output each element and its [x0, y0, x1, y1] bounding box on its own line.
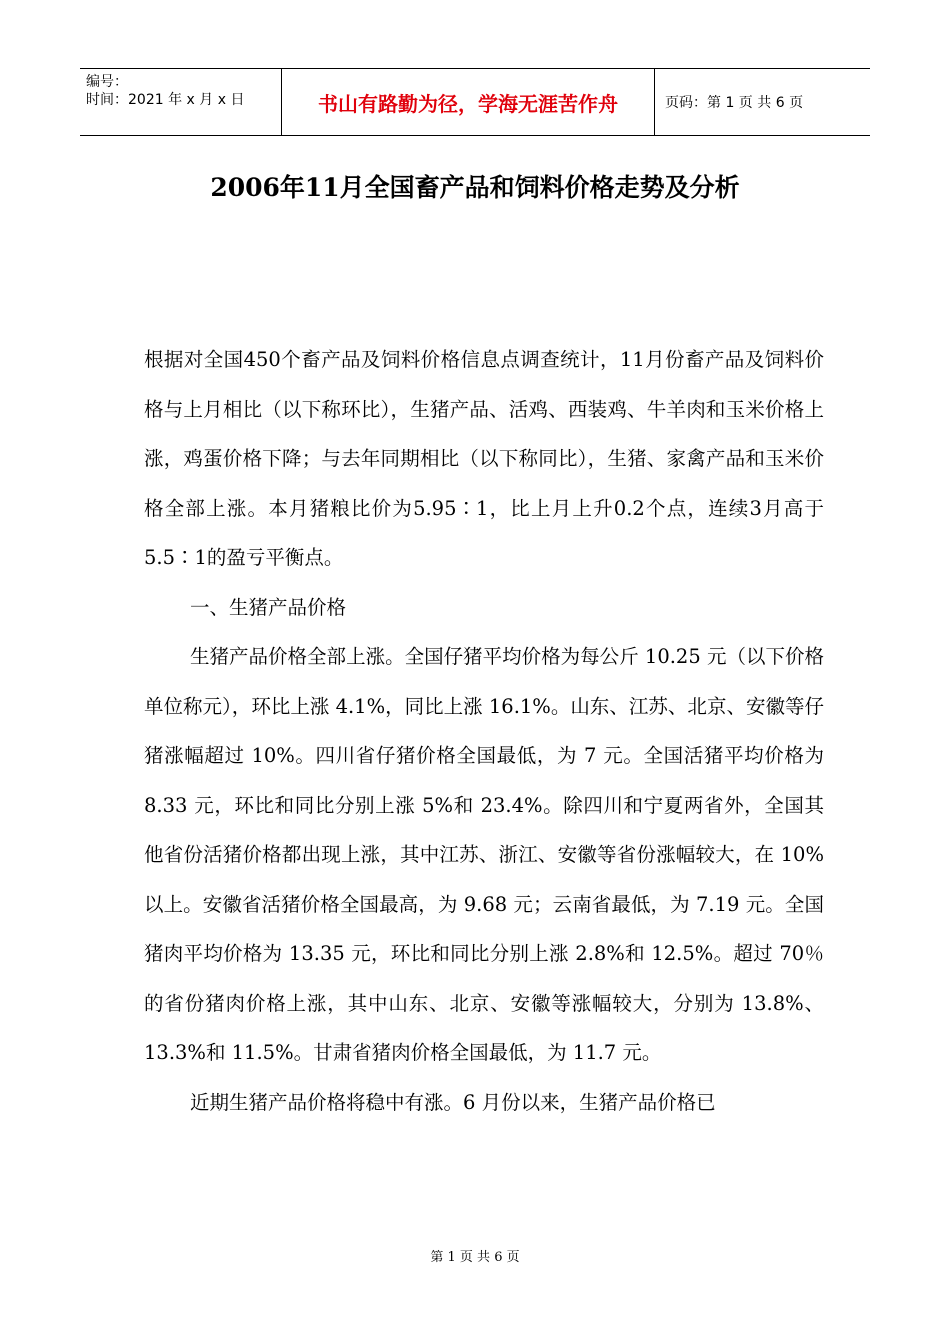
section-heading: 一、生猪产品价格	[190, 595, 347, 619]
body-paragraph: 生猪产品价格全部上涨。全国仔猪平均价格为每公斤 10.25 元（以下价格单位称元），环比上涨 4.1%，同比上涨 16.1%。山东、江苏、北京、安徽等仔猪涨幅超过 10%。四川省仔猪价格全国最低，为 7 元。全国活猪平均价格为 8.33 元，环比和同比分别上涨 5%和 23.4%。除四川和宁夏两省外，全国其他省份活猪价格都出现上涨，其中江苏、浙江、安徽等省份涨幅较大，在 10%以上。安徽省活猪价格全国最高，为 9.68 元；云南省最低，为 7.19 元。全国猪肉平均价格为 13.35 元，环比和同比分别上涨 2.8%和 12.5%。超过 70％的省份猪肉价格上涨，其中山东、北京、安徽等涨幅较大，分别为 13.8%、13.3%和 11.5%。甘肃省猪肉价格全国最低，为 11.7 元。	[144, 645, 824, 1064]
document-date-label: 时间：2021 年 x 月 x 日	[86, 92, 245, 108]
intro-paragraph: 根据对全国450个畜产品及饲料价格信息点调查统计，11月份畜产品及饲料价格与上月相比（以下称环比），生猪产品、活鸡、西装鸡、牛羊肉和玉米价格上涨，鸡蛋价格下降；与去年同期相比（以下称同比），生猪、家禽产品和玉米价格全部上涨。本月猪粮比价为5.95∶1，比上月上升0.2个点，连续3月高于5.5∶1的盈亏平衡点。	[144, 348, 824, 569]
document-body	[144, 335, 824, 1127]
header-page-info: 页码：第 1 页 共 6 页	[665, 95, 804, 111]
body-paragraph: 近期生猪产品价格将稳中有涨。6 月份以来，生猪产品价格已	[190, 1090, 716, 1114]
document-title: 2006年11月全国畜产品和饲料价格走势及分析	[210, 173, 740, 202]
header-motto: 书山有路勤为径，学海无涯苦作舟	[282, 69, 655, 135]
header-table	[80, 68, 870, 136]
header-meta-cell	[80, 69, 282, 135]
document-number-label: 编号：	[86, 74, 128, 90]
page-footer: 第 1 页 共 6 页	[430, 1250, 520, 1265]
